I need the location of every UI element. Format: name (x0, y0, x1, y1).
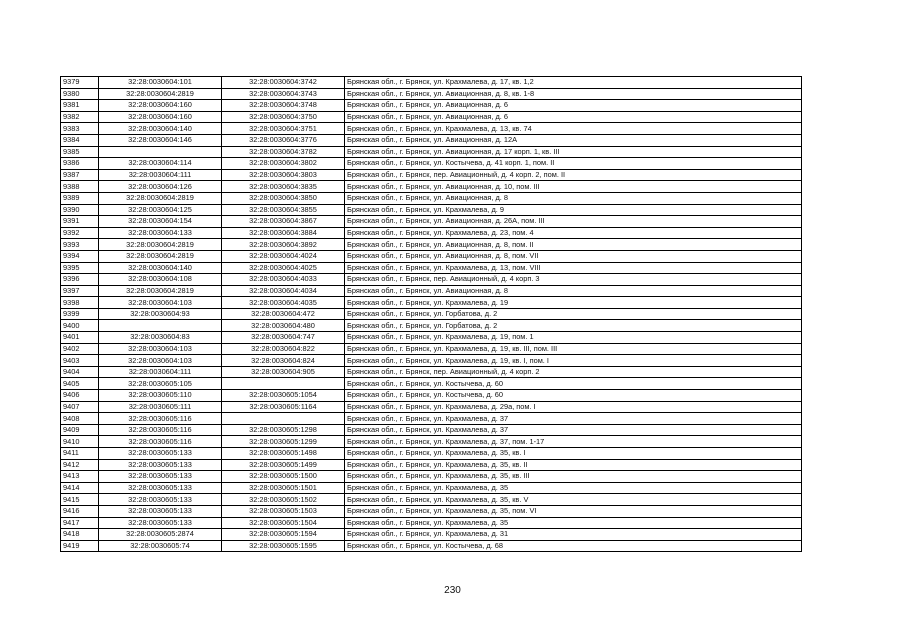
address-cell: Брянская обл., г. Брянск, пер. Авиационный, д. 4 корп. 2, пом. II (345, 169, 802, 181)
table-row (61, 424, 802, 436)
parcel-cadastral-number-cell: 32:28:0030605:116 (99, 424, 222, 436)
parcel-cadastral-number-cell: 32:28:0030604:160 (99, 111, 222, 123)
parcel-cadastral-number-cell: 32:28:0030604:154 (99, 216, 222, 228)
table-row (61, 459, 802, 471)
table-row (61, 285, 802, 297)
table-row (61, 448, 802, 460)
address-cell: Брянская обл., г. Брянск, ул. Костычева, д. 60 (345, 378, 802, 390)
table-row (61, 88, 802, 100)
address-cell: Брянская обл., г. Брянск, ул. Авиационная, д. 8, кв. 1-8 (345, 88, 802, 100)
registry-table (60, 76, 802, 552)
row-number-cell: 9397 (61, 285, 99, 297)
address-cell: Брянская обл., г. Брянск, ул. Авиационная, д. 8, пом. VII (345, 250, 802, 262)
parcel-cadastral-number-cell: 32:28:0030604:125 (99, 204, 222, 216)
parcel-cadastral-number-cell: 32:28:0030604:83 (99, 332, 222, 344)
row-number-cell: 9390 (61, 204, 99, 216)
address-cell: Брянская обл., г. Брянск, ул. Костычева, д. 60 (345, 390, 802, 402)
row-number-cell: 9407 (61, 401, 99, 413)
table-row (61, 262, 802, 274)
address-cell: Брянская обл., г. Брянск, ул. Крахмалева, д. 31 (345, 529, 802, 541)
object-cadastral-number-cell: 32:28:0030605:1595 (222, 540, 345, 552)
parcel-cadastral-number-cell: 32:28:0030605:133 (99, 494, 222, 506)
table-row (61, 308, 802, 320)
parcel-cadastral-number-cell: 32:28:0030605:2874 (99, 529, 222, 541)
address-cell: Брянская обл., г. Брянск, ул. Горбатова, д. 2 (345, 308, 802, 320)
table-row (61, 355, 802, 367)
object-cadastral-number-cell: 32:28:0030605:1499 (222, 459, 345, 471)
parcel-cadastral-number-cell (99, 146, 222, 158)
parcel-cadastral-number-cell: 32:28:0030604:103 (99, 343, 222, 355)
address-cell: Брянская обл., г. Брянск, ул. Авиационная, д. 26А, пом. III (345, 216, 802, 228)
address-cell: Брянская обл., г. Брянск, ул. Крахмалева, д. 37 (345, 424, 802, 436)
object-cadastral-number-cell: 32:28:0030604:3748 (222, 100, 345, 112)
table-row (61, 192, 802, 204)
object-cadastral-number-cell: 32:28:0030605:1594 (222, 529, 345, 541)
address-cell: Брянская обл., г. Брянск, ул. Горбатова, д. 2 (345, 320, 802, 332)
table-row (61, 529, 802, 541)
page-number: 230 (444, 585, 461, 596)
parcel-cadastral-number-cell: 32:28:0030605:133 (99, 505, 222, 517)
row-number-cell: 9410 (61, 436, 99, 448)
object-cadastral-number-cell: 32:28:0030604:4033 (222, 274, 345, 286)
object-cadastral-number-cell: 32:28:0030605:1298 (222, 424, 345, 436)
row-number-cell: 9411 (61, 448, 99, 460)
row-number-cell: 9403 (61, 355, 99, 367)
object-cadastral-number-cell: 32:28:0030604:905 (222, 366, 345, 378)
parcel-cadastral-number-cell: 32:28:0030604:114 (99, 158, 222, 170)
row-number-cell: 9382 (61, 111, 99, 123)
parcel-cadastral-number-cell: 32:28:0030604:2819 (99, 250, 222, 262)
parcel-cadastral-number-cell: 32:28:0030604:126 (99, 181, 222, 193)
parcel-cadastral-number-cell: 32:28:0030605:116 (99, 413, 222, 425)
table-row (61, 378, 802, 390)
object-cadastral-number-cell: 32:28:0030604:3884 (222, 227, 345, 239)
address-cell: Брянская обл., г. Брянск, ул. Крахмалева, д. 35, кв. III (345, 471, 802, 483)
parcel-cadastral-number-cell: 32:28:0030605:116 (99, 436, 222, 448)
object-cadastral-number-cell: 32:28:0030604:3750 (222, 111, 345, 123)
table-row (61, 100, 802, 112)
row-number-cell: 9400 (61, 320, 99, 332)
row-number-cell: 9394 (61, 250, 99, 262)
row-number-cell: 9387 (61, 169, 99, 181)
table-row (61, 134, 802, 146)
row-number-cell: 9418 (61, 529, 99, 541)
object-cadastral-number-cell: 32:28:0030604:3782 (222, 146, 345, 158)
parcel-cadastral-number-cell: 32:28:0030604:103 (99, 297, 222, 309)
object-cadastral-number-cell: 32:28:0030604:747 (222, 332, 345, 344)
object-cadastral-number-cell: 32:28:0030604:822 (222, 343, 345, 355)
table-row (61, 216, 802, 228)
table-row (61, 494, 802, 506)
parcel-cadastral-number-cell: 32:28:0030605:133 (99, 482, 222, 494)
row-number-cell: 9388 (61, 181, 99, 193)
object-cadastral-number-cell: 32:28:0030604:3742 (222, 77, 345, 89)
parcel-cadastral-number-cell: 32:28:0030604:2819 (99, 88, 222, 100)
address-cell: Брянская обл., г. Брянск, ул. Крахмалева, д. 19, кв. III, пом. III (345, 343, 802, 355)
table-row (61, 146, 802, 158)
parcel-cadastral-number-cell: 32:28:0030604:111 (99, 366, 222, 378)
object-cadastral-number-cell: 32:28:0030604:3867 (222, 216, 345, 228)
parcel-cadastral-number-cell: 32:28:0030604:111 (99, 169, 222, 181)
table-row (61, 169, 802, 181)
object-cadastral-number-cell: 32:28:0030604:3892 (222, 239, 345, 251)
parcel-cadastral-number-cell: 32:28:0030604:2819 (99, 239, 222, 251)
table-row (61, 204, 802, 216)
object-cadastral-number-cell: 32:28:0030604:3802 (222, 158, 345, 170)
address-cell: Брянская обл., г. Брянск, ул. Авиационная, д. 10, пом. III (345, 181, 802, 193)
object-cadastral-number-cell (222, 413, 345, 425)
parcel-cadastral-number-cell: 32:28:0030605:133 (99, 448, 222, 460)
address-cell: Брянская обл., г. Брянск, ул. Крахмалева, д. 29а, пом. I (345, 401, 802, 413)
object-cadastral-number-cell: 32:28:0030605:1500 (222, 471, 345, 483)
object-cadastral-number-cell: 32:28:0030604:480 (222, 320, 345, 332)
address-cell: Брянская обл., г. Брянск, пер. Авиационный, д. 4 корп. 3 (345, 274, 802, 286)
address-cell: Брянская обл., г. Брянск, ул. Авиационная, д. 8 (345, 285, 802, 297)
address-cell: Брянская обл., г. Брянск, ул. Крахмалева, д. 35, кв. V (345, 494, 802, 506)
row-number-cell: 9405 (61, 378, 99, 390)
table-row (61, 123, 802, 135)
table-row (61, 297, 802, 309)
row-number-cell: 9383 (61, 123, 99, 135)
table-row (61, 181, 802, 193)
table-row (61, 343, 802, 355)
address-cell: Брянская обл., г. Брянск, ул. Крахмалева, д. 17, кв. 1,2 (345, 77, 802, 89)
object-cadastral-number-cell: 32:28:0030604:3776 (222, 134, 345, 146)
parcel-cadastral-number-cell: 32:28:0030604:2819 (99, 192, 222, 204)
object-cadastral-number-cell: 32:28:0030604:824 (222, 355, 345, 367)
table-row (61, 436, 802, 448)
table-row (61, 413, 802, 425)
row-number-cell: 9395 (61, 262, 99, 274)
table-row (61, 505, 802, 517)
address-cell: Брянская обл., г. Брянск, ул. Крахмалева, д. 9 (345, 204, 802, 216)
row-number-cell: 9401 (61, 332, 99, 344)
object-cadastral-number-cell: 32:28:0030604:4035 (222, 297, 345, 309)
table-row (61, 320, 802, 332)
address-cell: Брянская обл., г. Брянск, ул. Крахмалева, д. 35 (345, 482, 802, 494)
object-cadastral-number-cell: 32:28:0030604:3835 (222, 181, 345, 193)
table-row (61, 471, 802, 483)
table-row (61, 517, 802, 529)
row-number-cell: 9419 (61, 540, 99, 552)
parcel-cadastral-number-cell: 32:28:0030605:74 (99, 540, 222, 552)
object-cadastral-number-cell: 32:28:0030605:1299 (222, 436, 345, 448)
address-cell: Брянская обл., г. Брянск, ул. Крахмалева, д. 35, пом. VI (345, 505, 802, 517)
address-cell: Брянская обл., г. Брянск, ул. Костычева, д. 41 корп. 1, пом. II (345, 158, 802, 170)
address-cell: Брянская обл., г. Брянск, ул. Крахмалева, д. 19, пом. 1 (345, 332, 802, 344)
row-number-cell: 9386 (61, 158, 99, 170)
address-cell: Брянская обл., г. Брянск, ул. Крахмалева, д. 35, кв. II (345, 459, 802, 471)
object-cadastral-number-cell: 32:28:0030604:3855 (222, 204, 345, 216)
parcel-cadastral-number-cell: 32:28:0030605:111 (99, 401, 222, 413)
object-cadastral-number-cell: 32:28:0030604:4025 (222, 262, 345, 274)
address-cell: Брянская обл., г. Брянск, ул. Костычева, д. 68 (345, 540, 802, 552)
parcel-cadastral-number-cell: 32:28:0030605:133 (99, 459, 222, 471)
table-row (61, 540, 802, 552)
address-cell: Брянская обл., г. Брянск, ул. Авиационная, д. 12А (345, 134, 802, 146)
row-number-cell: 9402 (61, 343, 99, 355)
address-cell: Брянская обл., г. Брянск, ул. Крахмалева, д. 19, кв. I, пом. I (345, 355, 802, 367)
row-number-cell: 9406 (61, 390, 99, 402)
parcel-cadastral-number-cell: 32:28:0030604:103 (99, 355, 222, 367)
address-cell: Брянская обл., г. Брянск, ул. Авиационная, д. 17 корп. 1, кв. III (345, 146, 802, 158)
address-cell: Брянская обл., г. Брянск, ул. Крахмалева, д. 35 (345, 517, 802, 529)
registry-table-body (61, 77, 802, 552)
address-cell: Брянская обл., г. Брянск, ул. Авиационная, д. 6 (345, 100, 802, 112)
table-row (61, 366, 802, 378)
address-cell: Брянская обл., г. Брянск, ул. Крахмалева, д. 23, пом. 4 (345, 227, 802, 239)
row-number-cell: 9380 (61, 88, 99, 100)
object-cadastral-number-cell: 32:28:0030604:4024 (222, 250, 345, 262)
parcel-cadastral-number-cell: 32:28:0030605:105 (99, 378, 222, 390)
table-row (61, 250, 802, 262)
table-row (61, 274, 802, 286)
row-number-cell: 9379 (61, 77, 99, 89)
parcel-cadastral-number-cell: 32:28:0030604:146 (99, 134, 222, 146)
table-row (61, 390, 802, 402)
object-cadastral-number-cell: 32:28:0030605:1164 (222, 401, 345, 413)
parcel-cadastral-number-cell: 32:28:0030604:2819 (99, 285, 222, 297)
table-row (61, 401, 802, 413)
parcel-cadastral-number-cell: 32:28:0030604:160 (99, 100, 222, 112)
row-number-cell: 9393 (61, 239, 99, 251)
row-number-cell: 9391 (61, 216, 99, 228)
address-cell: Брянская обл., г. Брянск, пер. Авиационный, д. 4 корп. 2 (345, 366, 802, 378)
table-row (61, 482, 802, 494)
parcel-cadastral-number-cell: 32:28:0030604:101 (99, 77, 222, 89)
table-row (61, 77, 802, 89)
object-cadastral-number-cell: 32:28:0030605:1503 (222, 505, 345, 517)
table-row (61, 239, 802, 251)
parcel-cadastral-number-cell: 32:28:0030604:140 (99, 262, 222, 274)
object-cadastral-number-cell (222, 378, 345, 390)
address-cell: Брянская обл., г. Брянск, ул. Крахмалева, д. 37 (345, 413, 802, 425)
table-row (61, 332, 802, 344)
address-cell: Брянская обл., г. Брянск, ул. Крахмалева, д. 35, кв. I (345, 448, 802, 460)
parcel-cadastral-number-cell: 32:28:0030604:133 (99, 227, 222, 239)
address-cell: Брянская обл., г. Брянск, ул. Авиационная, д. 6 (345, 111, 802, 123)
object-cadastral-number-cell: 32:28:0030604:472 (222, 308, 345, 320)
parcel-cadastral-number-cell (99, 320, 222, 332)
parcel-cadastral-number-cell: 32:28:0030605:133 (99, 471, 222, 483)
row-number-cell: 9384 (61, 134, 99, 146)
row-number-cell: 9417 (61, 517, 99, 529)
row-number-cell: 9412 (61, 459, 99, 471)
object-cadastral-number-cell: 32:28:0030604:3751 (222, 123, 345, 135)
address-cell: Брянская обл., г. Брянск, ул. Крахмалева, д. 13, кв. 74 (345, 123, 802, 135)
row-number-cell: 9389 (61, 192, 99, 204)
row-number-cell: 9413 (61, 471, 99, 483)
parcel-cadastral-number-cell: 32:28:0030605:110 (99, 390, 222, 402)
row-number-cell: 9415 (61, 494, 99, 506)
table-row (61, 227, 802, 239)
table-row (61, 111, 802, 123)
row-number-cell: 9398 (61, 297, 99, 309)
object-cadastral-number-cell: 32:28:0030605:1502 (222, 494, 345, 506)
address-cell: Брянская обл., г. Брянск, ул. Крахмалева, д. 13, пом. VIII (345, 262, 802, 274)
address-cell: Брянская обл., г. Брянск, ул. Крахмалева, д. 19 (345, 297, 802, 309)
row-number-cell: 9416 (61, 505, 99, 517)
object-cadastral-number-cell: 32:28:0030604:4034 (222, 285, 345, 297)
address-cell: Брянская обл., г. Брянск, ул. Крахмалева, д. 37, пом. 1-17 (345, 436, 802, 448)
object-cadastral-number-cell: 32:28:0030604:3743 (222, 88, 345, 100)
object-cadastral-number-cell: 32:28:0030604:3803 (222, 169, 345, 181)
row-number-cell: 9381 (61, 100, 99, 112)
object-cadastral-number-cell: 32:28:0030605:1054 (222, 390, 345, 402)
row-number-cell: 9385 (61, 146, 99, 158)
row-number-cell: 9404 (61, 366, 99, 378)
table-row (61, 158, 802, 170)
object-cadastral-number-cell: 32:28:0030605:1501 (222, 482, 345, 494)
object-cadastral-number-cell: 32:28:0030605:1498 (222, 448, 345, 460)
parcel-cadastral-number-cell: 32:28:0030604:93 (99, 308, 222, 320)
row-number-cell: 9409 (61, 424, 99, 436)
parcel-cadastral-number-cell: 32:28:0030604:108 (99, 274, 222, 286)
object-cadastral-number-cell: 32:28:0030604:3850 (222, 192, 345, 204)
row-number-cell: 9392 (61, 227, 99, 239)
parcel-cadastral-number-cell: 32:28:0030604:140 (99, 123, 222, 135)
row-number-cell: 9399 (61, 308, 99, 320)
parcel-cadastral-number-cell: 32:28:0030605:133 (99, 517, 222, 529)
row-number-cell: 9414 (61, 482, 99, 494)
address-cell: Брянская обл., г. Брянск, ул. Авиационная, д. 8, пом. II (345, 239, 802, 251)
address-cell: Брянская обл., г. Брянск, ул. Авиационная, д. 8 (345, 192, 802, 204)
row-number-cell: 9408 (61, 413, 99, 425)
object-cadastral-number-cell: 32:28:0030605:1504 (222, 517, 345, 529)
row-number-cell: 9396 (61, 274, 99, 286)
